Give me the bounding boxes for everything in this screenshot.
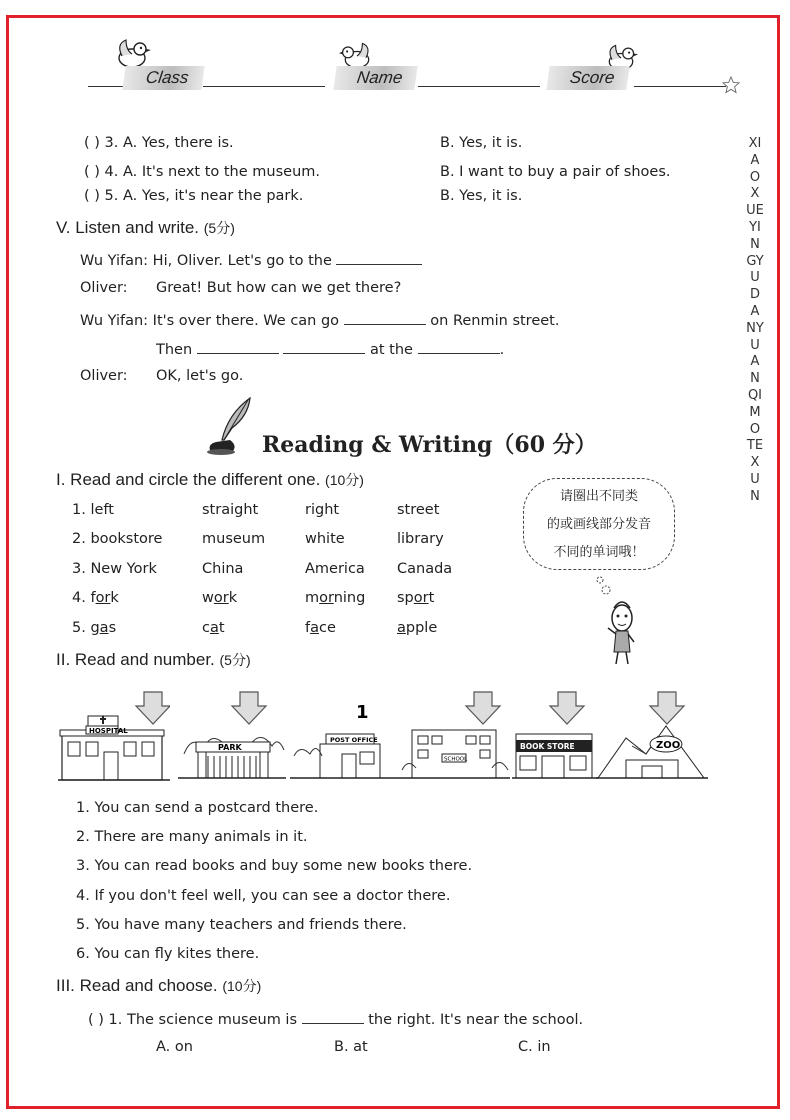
- post-office-sign: POST OFFICE: [330, 736, 378, 744]
- cartoon-kid-icon: [586, 574, 642, 666]
- word-option[interactable]: face: [305, 620, 336, 636]
- section-iii-heading: III. Read and choose. (10分): [56, 976, 262, 995]
- listening-item-4: [84, 164, 320, 180]
- score-field[interactable]: [634, 86, 726, 87]
- word-option[interactable]: America: [305, 561, 365, 577]
- number-item-2: 2. There are many animals in it.: [76, 829, 308, 845]
- option-a: A. Yes, there is.: [122, 135, 234, 151]
- dialog-line-4: Then at the .: [156, 339, 504, 358]
- listening-item-5: [84, 188, 303, 204]
- dialog-line-2: Oliver: Great! But how can we get there?: [80, 280, 402, 296]
- side-vertical-text: XIAOXUEYINGYUDANYUANQIMOTEXUN: [746, 136, 764, 504]
- dialog-line-1: Wu Yifan: Hi, Oliver. Let's go to the: [80, 250, 422, 269]
- option-b: B. Yes, it is.: [440, 188, 523, 204]
- example-number: 1: [356, 702, 369, 723]
- word-option[interactable]: work: [202, 590, 238, 606]
- hint-speech-bubble: 请圈出不同类 的或画线部分发音 不同的单词哦！: [523, 478, 675, 570]
- item-number: ( ) 3.: [84, 135, 119, 151]
- word-option[interactable]: right: [305, 502, 340, 518]
- quill-inkpot-icon: [202, 394, 256, 456]
- section-ii-heading: II. Read and number. (5分): [56, 650, 251, 669]
- reading-writing-title: Reading & Writing（60 分）: [262, 432, 597, 458]
- number-item-4: 4. If you don't feel well, you can see a doctor there.: [76, 888, 451, 904]
- park-sign: PARK: [218, 743, 242, 752]
- zoo-sign: ZOO: [656, 740, 681, 751]
- school-building-icon: [398, 690, 510, 786]
- answer-blank[interactable]: [344, 310, 426, 325]
- option-a: A. Yes, it's near the park.: [122, 188, 304, 204]
- number-item-1: 1. You can send a postcard there.: [76, 800, 319, 816]
- listening-item-3: [84, 135, 234, 151]
- number-item-5: 5. You have many teachers and friends there.: [76, 917, 407, 933]
- word-option[interactable]: morning: [305, 590, 366, 606]
- word-option[interactable]: Canada: [397, 561, 453, 577]
- option-b: B. Yes, it is.: [440, 135, 523, 151]
- choice-b[interactable]: B. at: [334, 1039, 368, 1055]
- choice-a[interactable]: A. on: [156, 1039, 193, 1055]
- answer-blank[interactable]: [418, 339, 500, 354]
- word-option[interactable]: 2. bookstore: [72, 531, 163, 547]
- word-option[interactable]: sport: [397, 590, 435, 606]
- name-field[interactable]: [418, 86, 540, 87]
- answer-blank[interactable]: [302, 1009, 364, 1024]
- hospital-building-icon: [58, 690, 170, 786]
- choice-c[interactable]: C. in: [518, 1039, 551, 1055]
- word-option[interactable]: straight: [202, 502, 259, 518]
- section-v-heading: V. Listen and write. (5分): [56, 218, 235, 237]
- word-option[interactable]: cat: [202, 620, 225, 636]
- bookstore-building-icon: [512, 690, 598, 786]
- number-item-6: 6. You can fly kites there.: [76, 946, 260, 962]
- option-a: A. It's next to the museum.: [122, 164, 320, 180]
- option-b: B. I want to buy a pair of shoes.: [440, 164, 671, 180]
- choose-question-1: ( ) 1. The science museum is the right. It's near the school.: [88, 1009, 583, 1028]
- class-label: Class: [122, 66, 204, 90]
- answer-blank[interactable]: [283, 339, 365, 354]
- answer-blank[interactable]: [197, 339, 279, 354]
- number-item-3: 3. You can read books and buy some new books there.: [76, 858, 473, 874]
- name-label: Name: [333, 66, 418, 90]
- word-option[interactable]: apple: [397, 620, 438, 636]
- answer-blank[interactable]: [336, 250, 422, 265]
- score-label: Score: [546, 66, 630, 90]
- section-i-heading: I. Read and circle the different one. (10分): [56, 470, 364, 489]
- star-icon: [722, 76, 740, 94]
- park-gate-icon: [178, 690, 286, 786]
- word-option[interactable]: library: [397, 531, 444, 547]
- word-option[interactable]: China: [202, 561, 244, 577]
- post-office-building-icon: [290, 690, 398, 786]
- dialog-line-3: Wu Yifan: It's over there. We can go on Renmin street.: [80, 310, 559, 329]
- word-option[interactable]: 3. New York: [72, 561, 157, 577]
- hospital-sign: HOSPITAL: [89, 727, 128, 735]
- word-option[interactable]: 1. left: [72, 502, 114, 518]
- class-field[interactable]: [203, 86, 325, 87]
- bookstore-sign: BOOK STORE: [520, 742, 575, 751]
- word-option[interactable]: 4. fork: [72, 590, 119, 606]
- item-number: ( ) 4.: [84, 164, 119, 180]
- word-option[interactable]: street: [397, 502, 440, 518]
- school-sign: SCHOOL: [444, 756, 468, 763]
- word-option[interactable]: museum: [202, 531, 266, 547]
- word-option[interactable]: 5. gas: [72, 620, 117, 636]
- dialog-line-5: Oliver: OK, let's go.: [80, 368, 244, 384]
- zoo-gate-icon: [596, 690, 708, 786]
- item-number: ( ) 5.: [84, 188, 119, 204]
- word-option[interactable]: white: [305, 531, 345, 547]
